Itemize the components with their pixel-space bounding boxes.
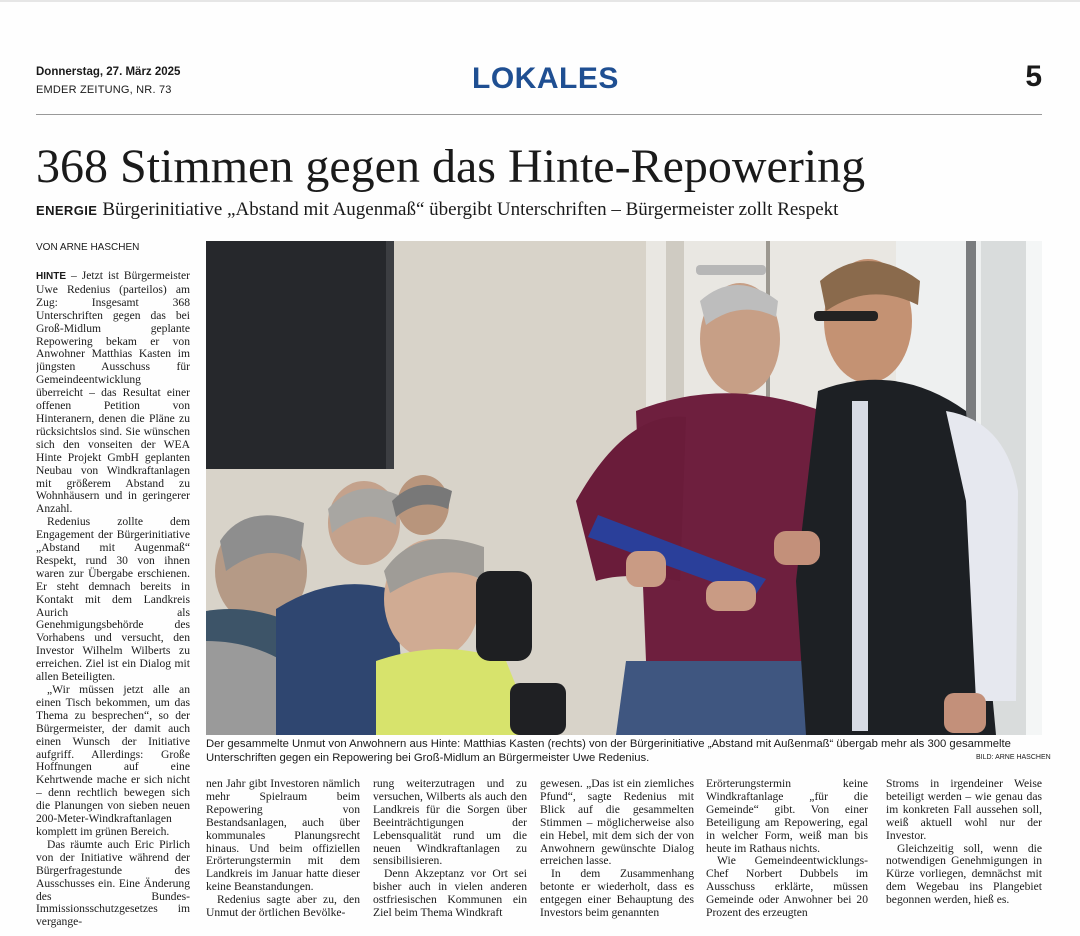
paragraph: gewesen. „Das ist ein ziemliches Pfund“, sagte Redenius mit Blick auf die gesammelten Stimmen – möglicherweise also ein Hebel, mit dem sich der von Anwohnern gewünschte Dialog erreichen lasse. bbox=[540, 778, 694, 868]
section-title: LOKALES bbox=[472, 62, 619, 95]
photo-illustration bbox=[206, 241, 1042, 735]
paragraph: Redenius zollte dem Engagement der Bürgerinitiative „Abstand mit Augenmaß“ Respekt, rund 30 von ihnen waren zur Übergabe erschienen. Er steht demnach bereits in Kontakt mit dem Landkreis Aurich als Genehmigungsbehörde des Vorhabens und versucht, den Investor Wilhelm Wilberts zu erreichen. Ziel ist ein Dialog mit allen Beteiligten. bbox=[36, 515, 190, 684]
article-column-2 bbox=[206, 778, 360, 930]
paragraph: Erörterungstermin keine Windkraftanlage „für die Gemeinde“ gibt. Von einer Beteiligung am Repowering, egal in welcher Form, weiß man bis heute im Rathaus nichts. bbox=[706, 778, 868, 855]
paragraph: rung weiterzutragen und zu versuchen, Wilberts als auch den Landkreis für die Sorgen über Beeinträchtigungen der Lebensqualität rund um die neuen Windkraftanlagen zu sensibilisieren. bbox=[373, 778, 527, 868]
paragraph: Gleichzeitig soll, wenn die notwendigen Genehmigungen in Kürze vorliegen, demnächst mit dem Wegebau ins Plangebiet begonnen werden, hieß es. bbox=[886, 841, 1042, 907]
paragraph: Denn Akzeptanz vor Ort sei bisher auch in vielen anderen ostfriesischen Kommunen ein Ziel beim Thema Windkraft bbox=[373, 867, 527, 920]
article-column-5 bbox=[706, 778, 868, 930]
paragraph: Wie Gemeindeentwicklungs-Chef Norbert Dubbels im Ausschuss erklärte, müssen Gemeinde oder Anwohner bei 20 Prozent des erzeugten bbox=[706, 854, 868, 920]
issue-date: Donnerstag, 27. März 2025 bbox=[36, 66, 181, 78]
byline: VON ARNE HASCHEN bbox=[36, 242, 140, 253]
article-subheadline bbox=[36, 199, 838, 221]
article-column-6 bbox=[886, 778, 1042, 930]
article-headline: 368 Stimmen gegen das Hinte-Repowering bbox=[36, 140, 866, 193]
photo-caption: Der gesammelte Unmut von Anwohnern aus Hinte: Matthias Kasten (rechts) von der Bürgerinitiative „Abstand mit Außenmaß“ übergab mehr als 300 gesammelte Unterschriften gegen ein Repowering bei Groß-Midlum an Bürgermeister Uwe Redenius. bbox=[206, 738, 1011, 764]
paragraph: „Wir müssen jetzt alle an einen Tisch bekommen, um das Thema zu besprechen“, so der Bürgermeister, der damit auch einen Wunsch der Initiative aufgriff. Allerdings: Große Hoffnungen auf eine Kehrtwende mache er sich nicht – denn rechtlich bewegen sich die Planungen von sieben neuen 200-Meter-Windkraftanlagen komplett im grünen Bereich. bbox=[36, 683, 190, 838]
article-column-4 bbox=[540, 778, 694, 930]
paragraph: nen Jahr gibt Investoren nämlich mehr Spielraum beim Repowering von Bestandsanlagen, auch über kommunales Planungsrecht hinaus. Und beim offiziellen Erörterungstermin mit dem Landkreis im Januar hatte dieser keine Beanstandungen. bbox=[206, 778, 360, 894]
paragraph: – Jetzt ist Bürgermeister Uwe Redenius (parteilos) am Zug: Insgesamt 368 Unterschriften gegen das bei Groß-Midlum geplante Repowering bekam er von Anwohner Matthias Kasten im jüngsten Ausschuss für Gemeindeentwicklung überreicht – das Resultat einer offenen Petition von Hinteranern, denen die Pläne zu rücksichtslos sind. Sie wünschen sich den vonseiten der WEA Hinte Projekt GmbH geplanten Neubau von Windkraftanlagen mit größerem Abstand zu Wohnhäusern und in geringerer Anzahl. bbox=[36, 270, 190, 516]
paragraph: Das räumte auch Eric Pirlich von der Initiative während der Bürgerfragestunde des Ausschusses ein. Eine Änderung des Bundes-Immissionsschutzgesetzes im vergange- bbox=[36, 837, 190, 929]
subheadline-text: Bürgerinitiative „Abstand mit Augenmaß“ übergibt Unterschriften – Bürgermeister zollt Respekt bbox=[102, 199, 839, 220]
paragraph: In dem Zusammenhang betonte er wiederholt, dass es entgegen einer Behauptung des Investors beim genannten bbox=[540, 867, 694, 920]
dateline: HINTE bbox=[36, 271, 66, 282]
article-column-1 bbox=[36, 270, 190, 930]
kicker: ENERGIE bbox=[36, 203, 98, 218]
page-number: 5 bbox=[1025, 60, 1042, 93]
paragraph: Redenius sagte aber zu, den Unmut der örtlichen Bevölke- bbox=[206, 893, 360, 920]
paragraph: Stroms in irgendeiner Weise beteiligt werden – wie genau das im konkreten Fall aussehen soll, weiß aktuell wohl nur der Investor. bbox=[886, 778, 1042, 842]
article-column-3 bbox=[373, 778, 527, 930]
article-photo bbox=[206, 241, 1042, 735]
paper-name: EMDER ZEITUNG, NR. 73 bbox=[36, 84, 172, 96]
photo-credit: BILD: ARNE HASCHEN bbox=[976, 754, 1051, 761]
page-header bbox=[36, 60, 1042, 116]
top-border bbox=[0, 0, 1080, 2]
header-rule bbox=[36, 114, 1042, 115]
